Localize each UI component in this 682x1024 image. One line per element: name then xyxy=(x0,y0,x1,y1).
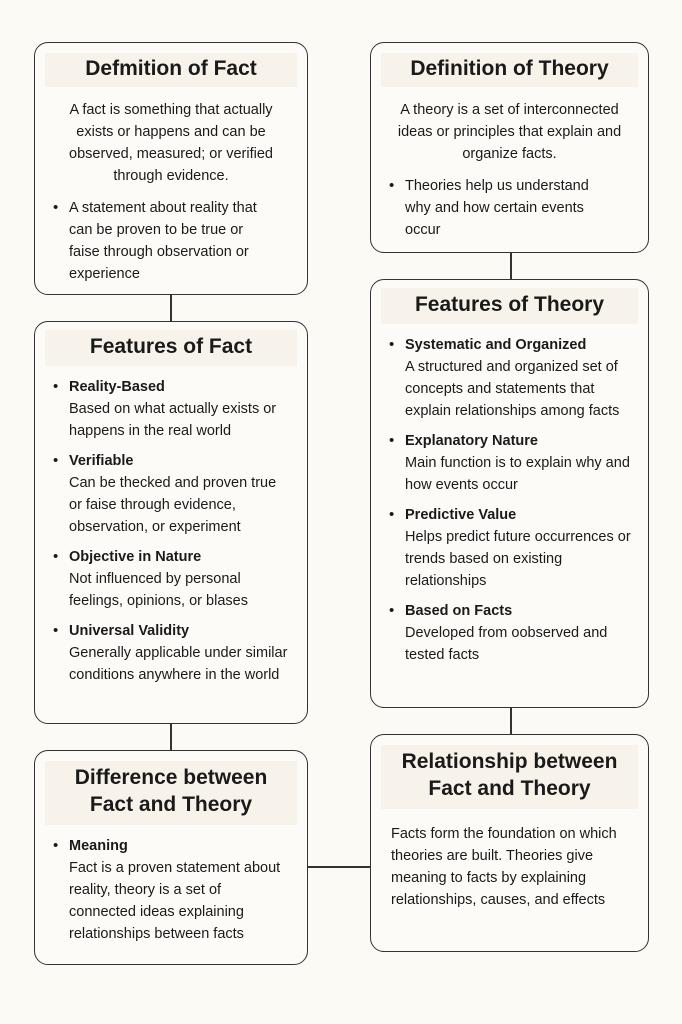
theory-features-title: Features of Theory xyxy=(381,288,638,324)
theory-definition-description: A theory is a set of interconnected ideas or principles that explain and organize facts. xyxy=(397,102,622,163)
difference-item-desc: Fact is a proven statement about reality, theory is a set of connected ideas explaining relationships between facts xyxy=(69,859,281,942)
theory-feature-item xyxy=(387,430,634,496)
relationship-description: Facts form the foundation on which theories are built. Theories give meaning to facts by explaining relationships, causes, and effects xyxy=(391,825,617,908)
fact-feature-title: • Reality-Based xyxy=(69,379,165,396)
fact-feature-desc: Not influenced by personal feelings, opinions, or blases xyxy=(69,571,248,610)
theory-feature-title: • Based on Facts xyxy=(405,603,513,620)
theory-feature-item xyxy=(387,334,634,422)
difference-list xyxy=(35,835,307,945)
fact-feature-item xyxy=(51,620,293,686)
theory-features-list xyxy=(371,334,648,666)
theory-definition-bullet: • Theories help us understand why and how certain events occur xyxy=(387,175,598,241)
theory-definition-box xyxy=(370,42,649,253)
connector-difference-to-relationship xyxy=(308,866,370,868)
fact-feature-title: • Universal Validity xyxy=(69,623,190,640)
fact-feature-title: • Objective in Nature xyxy=(69,549,202,566)
theory-feature-desc: Developed from oobserved and tested facts xyxy=(405,625,608,664)
difference-box xyxy=(34,750,308,965)
fact-features-box xyxy=(34,321,308,724)
relationship-box xyxy=(370,734,649,952)
fact-definition-title: Defmition of Fact xyxy=(45,53,297,87)
fact-feature-desc: Based on what actually exists or happens in the real world xyxy=(69,401,277,440)
fact-definition-description: A fact is something that actually exists or happens and can be observed, measured; or verified through evidence. xyxy=(69,102,273,185)
theory-feature-title: • Predictive Value xyxy=(405,507,517,524)
theory-feature-title: • Systematic and Organized xyxy=(405,337,587,354)
difference-item-title: • Meaning xyxy=(69,837,128,854)
connector-theory-features-to-relationship xyxy=(510,708,512,734)
theory-feature-desc: Main function is to explain why and how events occur xyxy=(405,455,630,494)
fact-features-list xyxy=(35,376,307,686)
fact-feature-desc: Generally applicable under similar conditions anywhere in the world xyxy=(69,645,288,684)
fact-feature-item xyxy=(51,450,293,538)
fact-definition-bullet: • A statement about reality that can be proven to be true or faise through observation or experience xyxy=(51,197,267,285)
theory-feature-item xyxy=(387,504,634,592)
relationship-title: Relationship between Fact and Theory xyxy=(381,745,638,809)
theory-features-box xyxy=(370,279,649,708)
connector-fact-features-to-difference xyxy=(170,724,172,750)
fact-feature-item xyxy=(51,546,293,612)
fact-features-title: Features of Fact xyxy=(45,330,297,366)
connector-fact-def-to-features xyxy=(170,295,172,321)
theory-definition-title: Definition of Theory xyxy=(381,53,638,87)
theory-feature-title: • Explanatory Nature xyxy=(405,433,538,450)
fact-feature-title: • Verifiable xyxy=(69,453,134,470)
fact-definition-bullets xyxy=(35,197,307,285)
fact-definition-box xyxy=(34,42,308,295)
theory-definition-bullets xyxy=(371,175,648,241)
fact-feature-desc: Can be thecked and proven true or faise through evidence, observation, or experiment xyxy=(69,475,277,536)
theory-feature-desc: A structured and organized set of concepts and statements that explain relationships among facts xyxy=(405,359,620,420)
difference-item xyxy=(51,835,283,945)
theory-feature-item xyxy=(387,600,634,666)
theory-feature-desc: Helps predict future occurrences or trends based on existing relationships xyxy=(405,529,631,590)
difference-title: Difference between Fact and Theory xyxy=(45,761,297,825)
fact-feature-item xyxy=(51,376,293,442)
connector-theory-def-to-features xyxy=(510,253,512,279)
